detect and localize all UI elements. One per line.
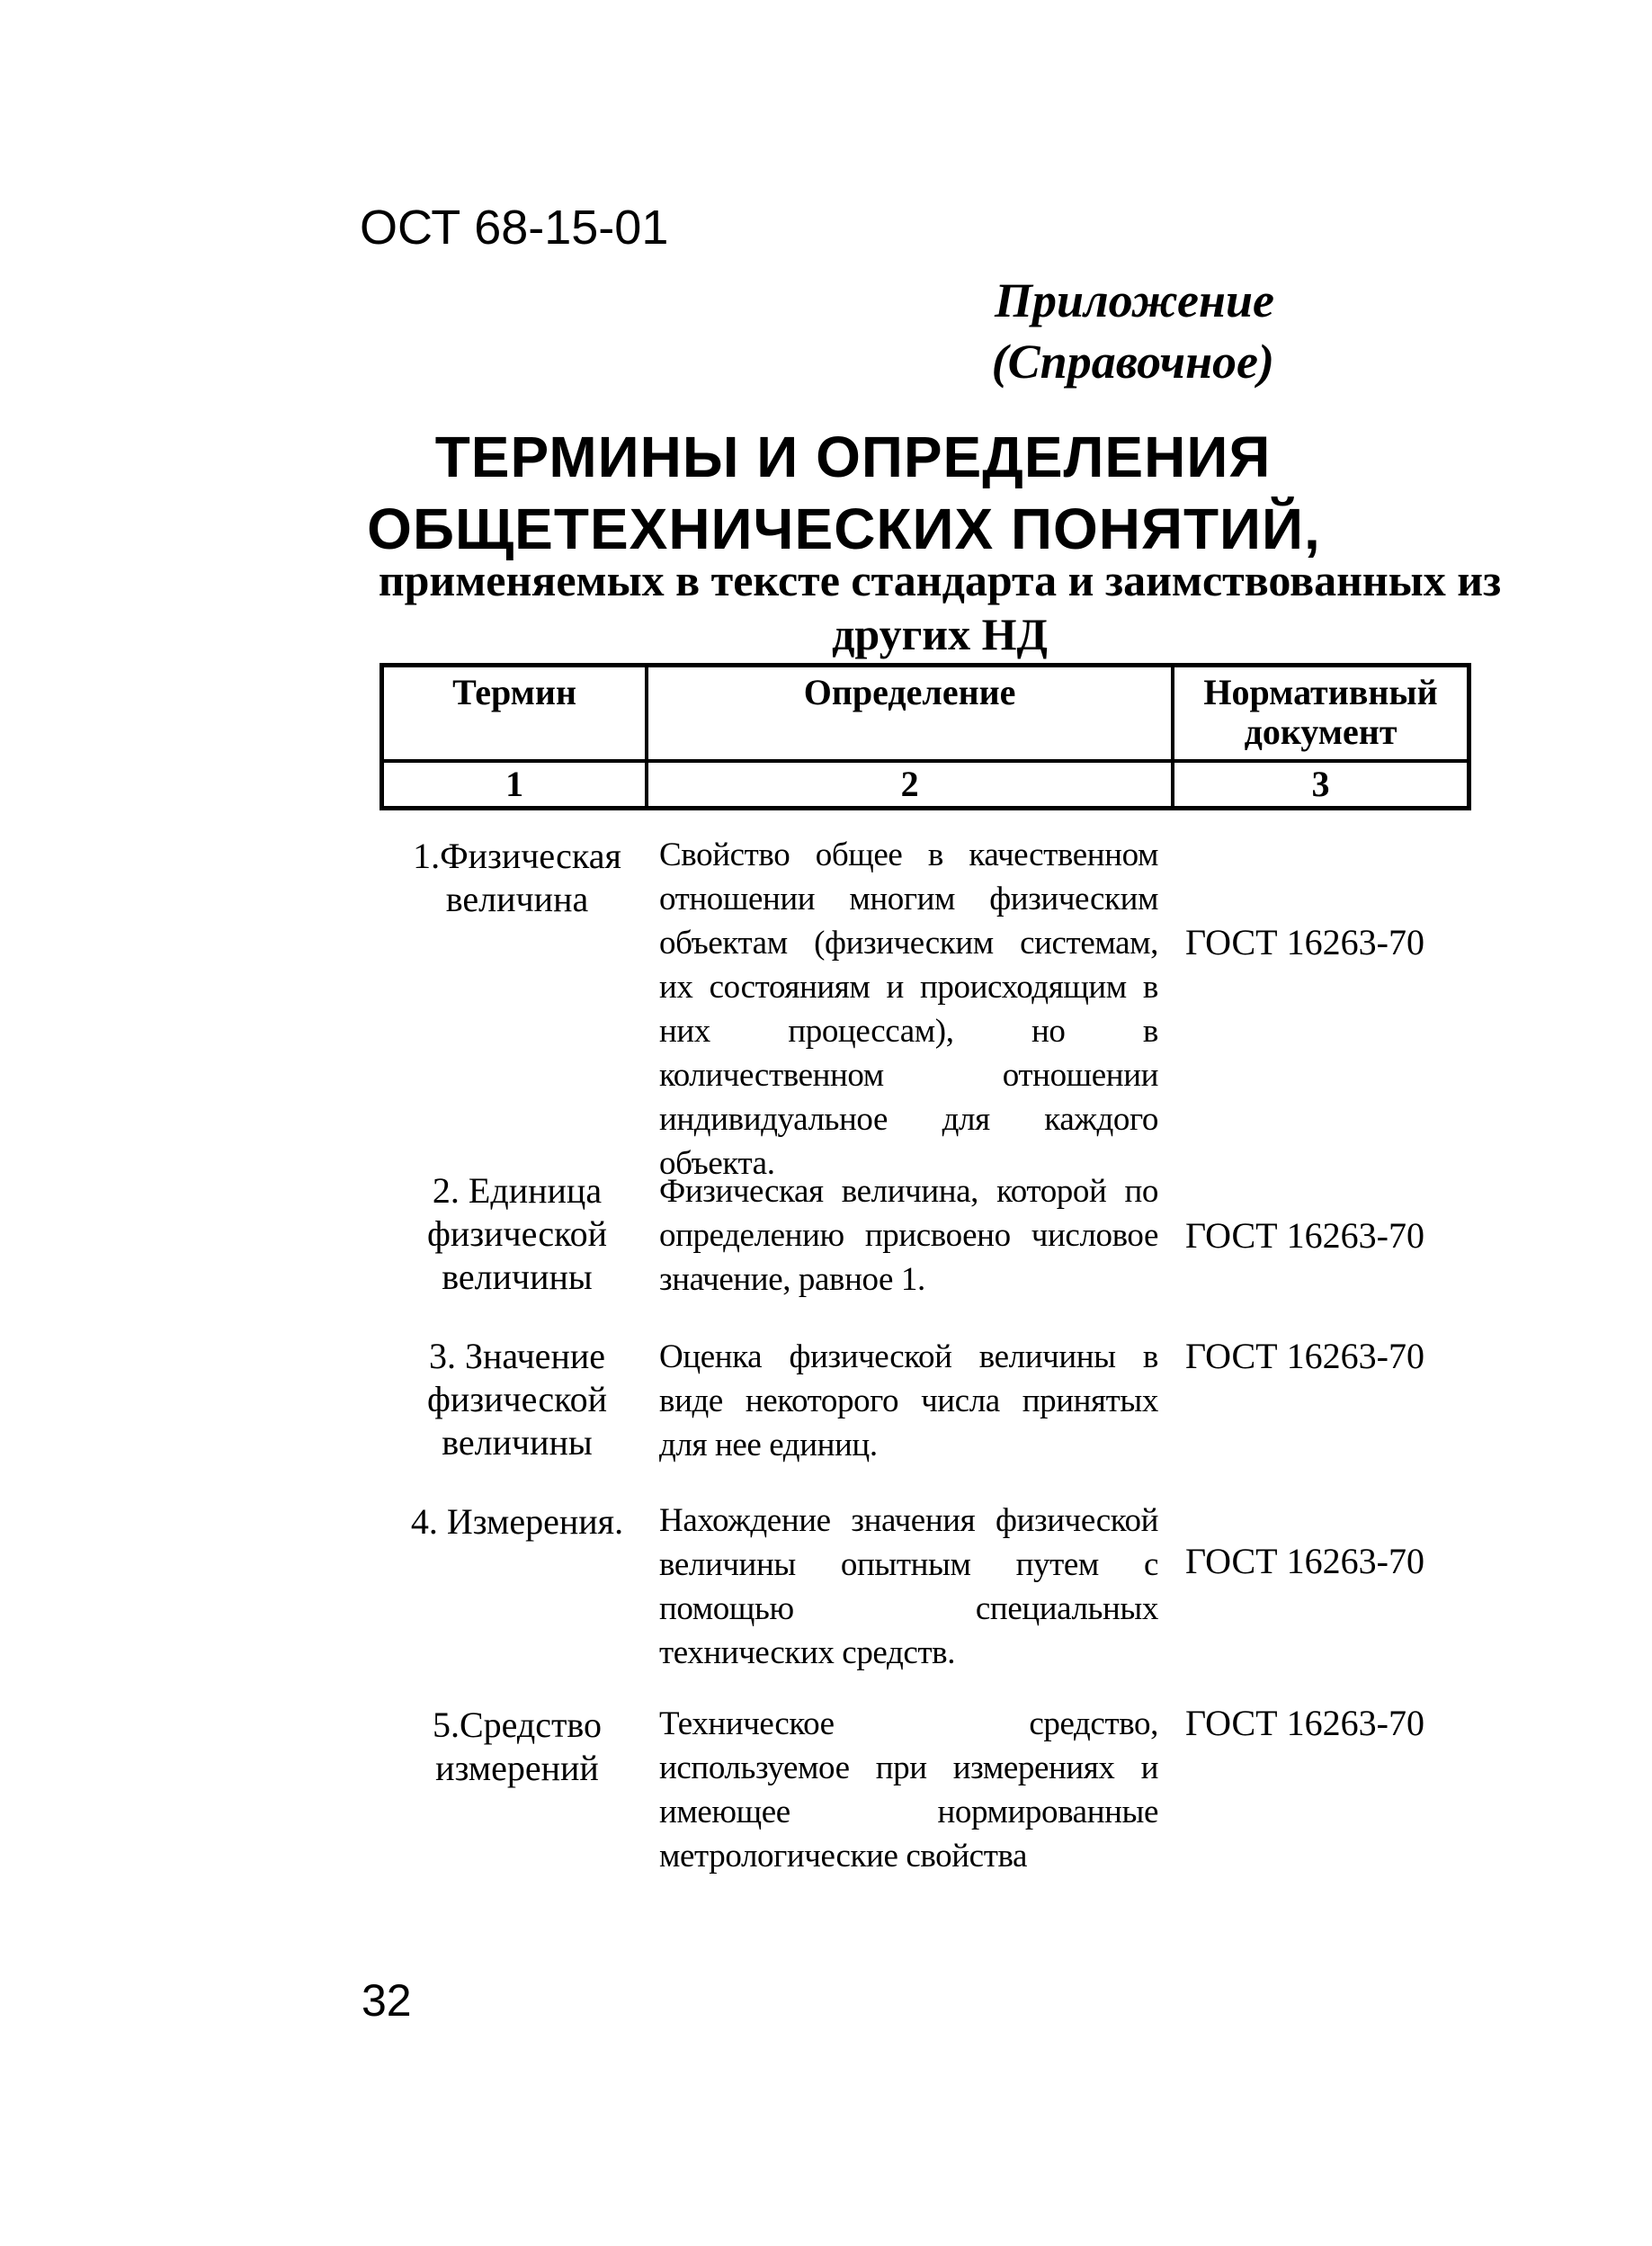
header-definition: Определение — [647, 666, 1173, 762]
row-1-reference: ГОСТ 16263-70 — [1185, 922, 1424, 962]
appendix-label — [992, 270, 1274, 392]
row-2-reference: ГОСТ 16263-70 — [1185, 1215, 1424, 1256]
column-number-2: 2 — [647, 761, 1173, 809]
page-subtitle: применяемых в тексте стандарта и заимствованных из других НД — [378, 555, 1502, 659]
row-5-reference: ГОСТ 16263-70 — [1185, 1703, 1424, 1743]
row-3-reference: ГОСТ 16263-70 — [1185, 1336, 1424, 1376]
terms-table-header — [380, 663, 1471, 810]
column-number-1: 1 — [382, 761, 647, 809]
title-line-1: ТЕРМИНЫ И ОПРЕДЕЛЕНИЯ — [434, 425, 1272, 489]
row-3-definition: Оценка физической величины в виде некоторого числа принятых для нее единиц. — [659, 1338, 1158, 1463]
title-line-2: ОБЩЕТЕХНИЧЕСКИХ ПОНЯТИЙ, — [367, 497, 1321, 561]
row-2-term: 2. Единица физической величины — [427, 1170, 607, 1297]
page-number: 32 — [362, 1975, 412, 2026]
column-number-3: 3 — [1173, 761, 1469, 809]
row-1-definition: Свойство общее в качественном отношении многим физическим объектам (физическим системам, их состояниям и происходящим в них процессам), но в количественном отношении индивидуальное для каждого объекта. — [659, 837, 1158, 1182]
row-4-reference: ГОСТ 16263-70 — [1185, 1541, 1424, 1581]
header-term: Термин — [382, 666, 647, 762]
row-2-definition: Физическая величина, которой по определению присвоено числовое значение, равное 1. — [659, 1173, 1158, 1298]
row-3-term: 3. Значение физической величины — [427, 1336, 607, 1463]
document-code: ОСТ 68-15-01 — [360, 201, 669, 255]
appendix-line-2: (Справочное) — [991, 335, 1274, 389]
page-title — [0, 421, 1652, 565]
appendix-line-1: Приложение — [994, 273, 1274, 327]
row-1-term: 1.Физическая величина — [413, 836, 621, 919]
row-5-definition: Техническое средство, используемое при измерениях и имеющее нормированные метрологические свойства — [659, 1705, 1158, 1875]
row-4-definition: Нахождение значения физической величины опытным путем с помощью специальных технических средств. — [659, 1502, 1158, 1671]
row-4-term: 4. Измерения. — [410, 1501, 624, 1542]
row-5-term: 5.Средство измерений — [432, 1705, 603, 1788]
header-normative-document: Нормативный документ — [1173, 666, 1469, 762]
